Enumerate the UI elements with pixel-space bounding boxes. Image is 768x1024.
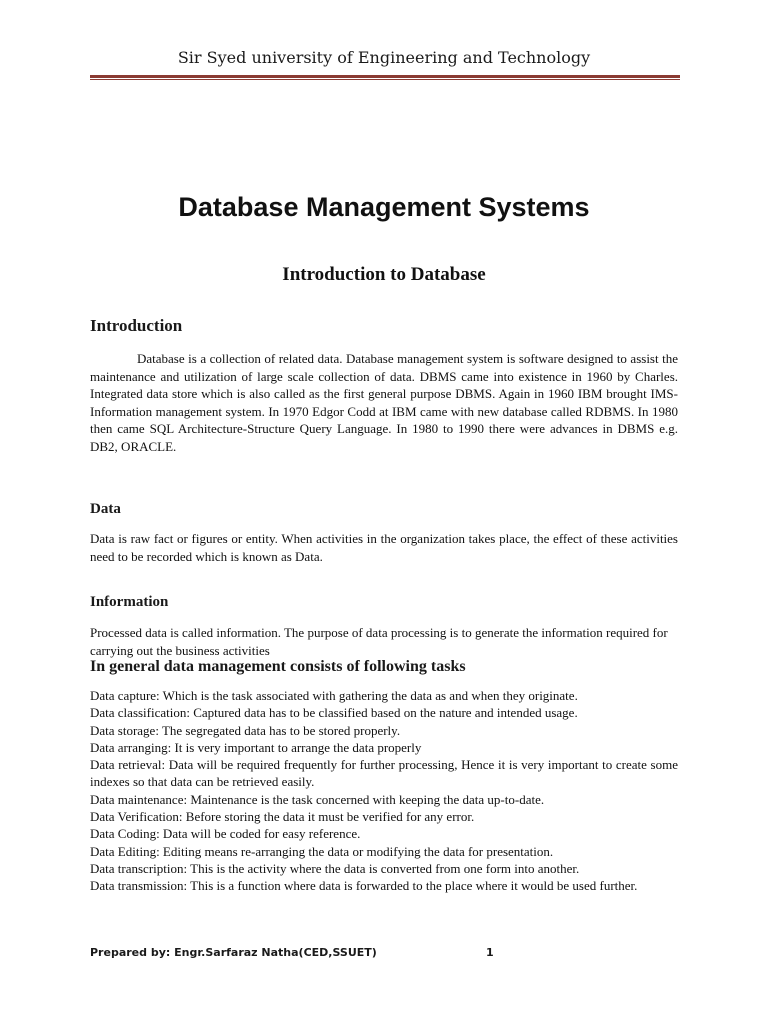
introduction-heading: Introduction — [90, 316, 183, 335]
task-item: Data storage: The segregated data has to be stored properly. — [90, 722, 401, 738]
task-item: Data maintenance: Maintenance is the task concerned with keeping the data up-to-date. — [90, 791, 545, 807]
page-header: Sir Syed university of Engineering and Technology — [177, 48, 591, 67]
header-rule-thick — [90, 75, 680, 78]
data-heading: Data — [90, 501, 121, 517]
task-item: Data retrieval: Data will be required frequently for further processing, Hence it is very important to create some indexes so that data can be retrieved easily. — [90, 757, 678, 790]
tasks-heading: In general data management consists of following tasks — [90, 658, 466, 675]
task-item: Data Verification: Before storing the data it must be verified for any error. — [90, 809, 475, 825]
data-paragraph: Data is raw fact or figures or entity. When activities in the organization takes place, the effect of these activities need to be recorded which is known as Data. — [90, 531, 678, 564]
task-item: Data transcription: This is the activity where the data is converted from one form into another. — [90, 860, 580, 876]
task-item: Data capture: Which is the task associated with gathering the data as and when they originate. — [90, 688, 578, 703]
task-item: Data Coding: Data will be coded for easy reference. — [90, 826, 361, 842]
task-item: Data Editing: Editing means re-arranging the data or modifying the data for presentation. — [90, 843, 554, 859]
task-item: Data transmission: This is a function where data is forwarded to the place where it would be used further. — [90, 878, 638, 894]
introduction-paragraph: Database is a collection of related data. Database management system is software designed to assist the maintenance and utilization of large scale collection of data. DBMS came into existence in 1960 by Charles. Integrated data store which is also called as the first general purpose DBMS. Again in 1960 IBM brought IMS-Information management system. In 1970 Edgor Codd at IBM came with new database called RDBMS. In 1980 then came SQL Architecture-Structure Query Language. In 1980 to 1990 there were advances in DBMS e.g. DB2, ORACLE. — [90, 351, 678, 454]
information-paragraph: Processed data is called information. The purpose of data processing is to generate the information required for carrying out the business activities — [90, 625, 668, 658]
information-heading: Information — [90, 594, 169, 610]
document-subtitle: Introduction to Database — [282, 264, 486, 285]
task-item: Data classification: Captured data has to be classified based on the nature and intended usage. — [90, 705, 578, 721]
footer-prepared-by: Prepared by: Engr.Sarfaraz Natha(CED,SSUET) — [90, 946, 377, 959]
header-rule-thin — [90, 79, 680, 80]
tasks-list — [90, 687, 678, 895]
page-number: 1 — [486, 946, 494, 959]
document-title: Database Management Systems — [178, 192, 590, 222]
task-item: Data arranging: It is very important to arrange the data properly — [90, 739, 422, 755]
